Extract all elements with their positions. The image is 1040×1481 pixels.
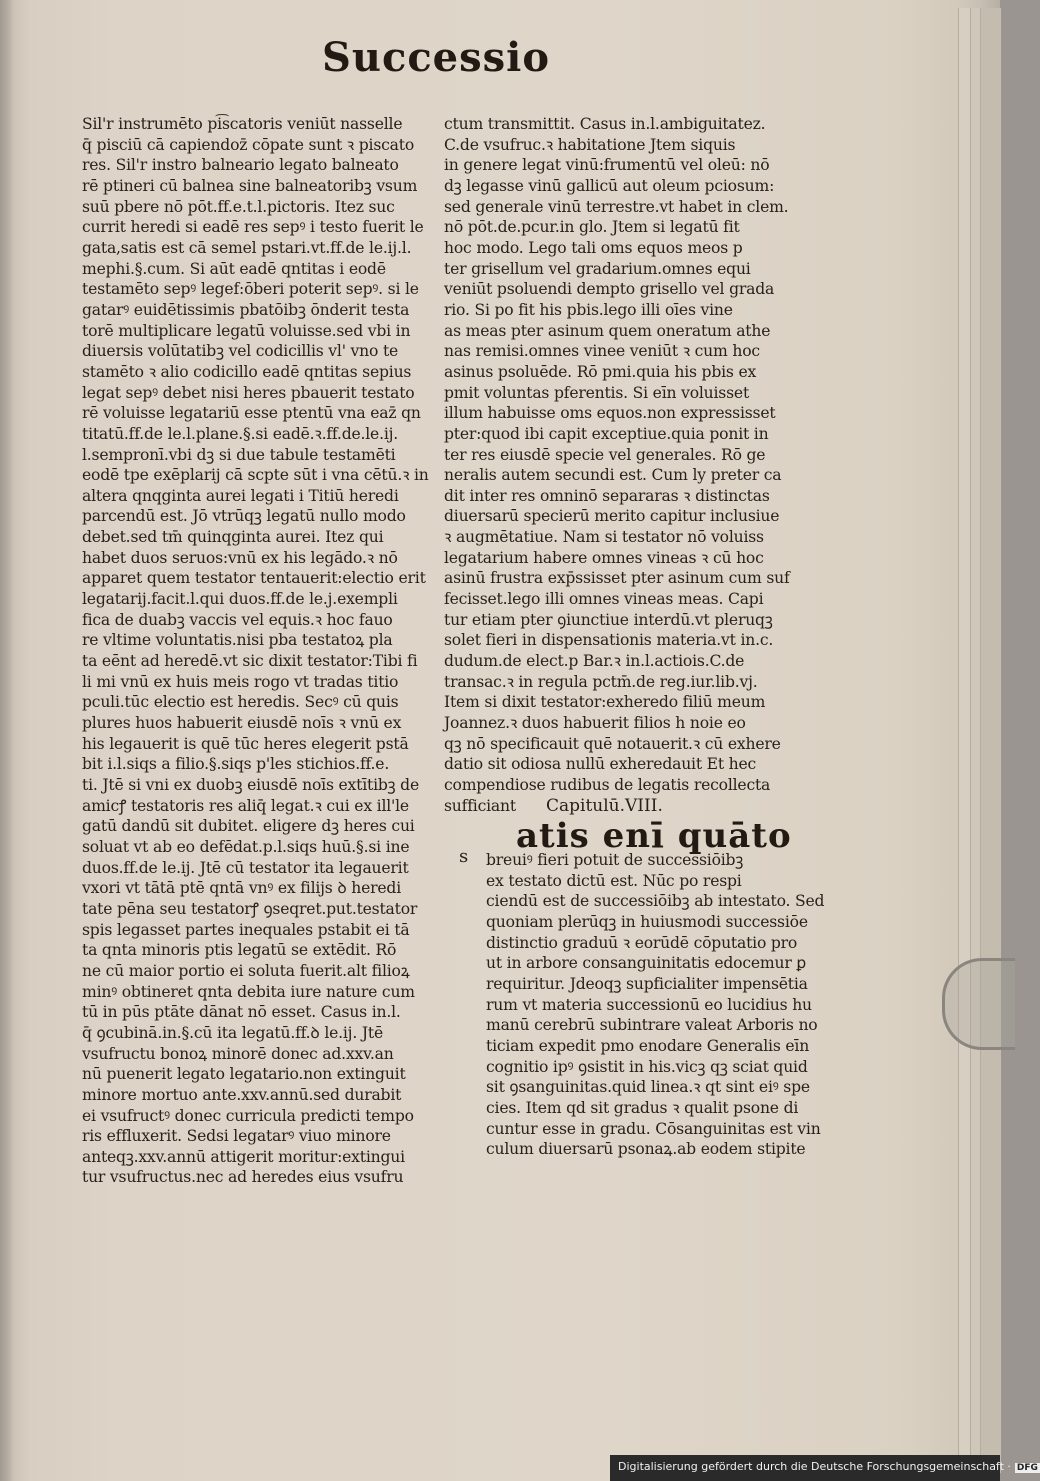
text-line: as meas pter asinum quem oneratum athe xyxy=(444,321,771,340)
text-line: q̄ ꝯcubinā.in.§.cū ita legatū.ff.ꝺ le.ij. Jtē xyxy=(82,1023,383,1042)
binding-clip xyxy=(942,958,1015,1050)
text-line: neralis autem secundi est. Cum ly preter ca xyxy=(444,466,782,485)
text-line: mephi.§.cum. Si aūt eadē qntitas i eodē xyxy=(82,259,386,278)
text-line: legatarij.facit.l.qui duos.ff.de le.j.exempli xyxy=(82,590,398,609)
text-line: parcendū est. Jō vtrūqꝫ legatū nullo modo xyxy=(82,507,406,526)
text-line: dudum.de elect.p Bar.ꝛ in.l.actiois.C.de xyxy=(444,652,745,671)
text-line: pter:quod ibi capit exceptiue.quia ponit in xyxy=(444,424,769,443)
text-line: ter grisellum vel gradarium.omnes equi xyxy=(444,259,751,278)
text-line: rum vt materia successionū eo lucidius hu xyxy=(486,995,812,1014)
text-line: asinus psoluēde. Rō pmi.quia his pbis ex xyxy=(444,362,757,381)
text-line: cognitio ipꝰ ꝯsistit in his.vicꝫ qꝫ sciat quid xyxy=(486,1057,808,1076)
chapter-opening-words: atis enī quāto xyxy=(516,816,792,856)
text-line: fecisset.lego illi omnes vineas meas. Capi xyxy=(444,590,764,609)
chapter-heading: Capitulū.VIII. xyxy=(546,796,663,816)
text-line: rē ptineri cū balnea sine balneatoribꝫ vsum xyxy=(82,176,418,195)
text-line: cies. Item qd sit gradus ꝛ qualit psone di xyxy=(486,1098,799,1117)
text-line: ta eēnt ad heredē.vt sic dixit testator:Tibi fi xyxy=(82,652,418,671)
text-line: stamēto ꝛ alio codicillo eadē qntitas sepius xyxy=(82,362,412,381)
text-line: cuntur esse in gradu. Cōsanguinitas est vin xyxy=(486,1119,821,1138)
text-line: vsufructu bonoꝝ minorē donec ad.xxv.an xyxy=(82,1044,394,1063)
text-line: ris effluxerit. Sedsi legatarꝰ viuo minore xyxy=(82,1127,391,1146)
text-line: Joannez.ꝛ duos habuerit filios h noie eo xyxy=(444,714,746,733)
text-line: breuiꝰ fieri potuit de successiōibꝫ xyxy=(486,851,744,869)
text-line: sufficiant xyxy=(444,796,516,815)
text-line: testamēto sepꝰ legef:ōberi poterit sepꝰ. si le xyxy=(82,280,419,299)
text-line: minꝰ obtineret qnta debita iure nature cum xyxy=(82,982,415,1001)
text-line: ti. Jtē si vni ex duobꝫ eiusdē noīs extītibꝫ de xyxy=(82,776,419,794)
text-line: l.sempronī.vbi dꝫ si due tabule testamēti xyxy=(82,445,396,464)
text-line: transac.ꝛ in regula pctm̄.de reg.iur.lib.vj. xyxy=(444,672,758,691)
text-line: tur etiam pter ꝯiunctiue interdū.vt pleruqꝫ xyxy=(444,610,773,629)
text-line: requiritur. Jdeoqꝫ supficialiter impensētia xyxy=(486,974,808,993)
text-line: torē multiplicare legatū voluisse.sed vbi in xyxy=(82,321,411,340)
text-line: pmit voluntas pferentis. Si eīn voluisset xyxy=(444,383,750,402)
running-title: Successio xyxy=(322,34,551,81)
text-line: solet fieri in dispensationis materia.vt in.c. xyxy=(444,631,774,650)
text-line: nas remisi.omnes vinee veniūt ꝛ cum hoc xyxy=(444,342,760,361)
text-line: re vltime voluntatis.nisi pba testatoꝝ pla xyxy=(82,631,393,650)
text-line: pculi.tūc electio est heredis. Secꝰ cū quis xyxy=(82,693,399,712)
text-line: tū in pūs ptāte dānat nō esset. Casus in.l. xyxy=(82,1003,401,1022)
text-line: eodē tpe exēplarij cā scpte sūt i vna cētū.ꝛ in xyxy=(82,466,429,485)
text-line: veniūt psoluendi dempto grisello vel grada xyxy=(444,280,775,299)
text-line: minore mortuo ante.xxv.annū.sed durabit xyxy=(82,1085,402,1104)
text-line: gata,satis est cā semel pstari.vt.ff.de le.ij.l. xyxy=(82,238,412,257)
text-line: habet duos seruos:vnū ex his legādo.ꝛ nō xyxy=(82,548,398,567)
text-line: apparet quem testator tentauerit:electio erit xyxy=(82,569,426,588)
text-line: diuersarū specierū merito capitur inclusiue xyxy=(444,507,780,526)
text-line: rio. Si po fit his pbis.lego illi oīes vine xyxy=(444,300,733,319)
initial-guide-letter: s xyxy=(459,846,469,867)
text-line: vxori vt tātā ptē qntā vnꝰ ex filijs ꝺ heredi xyxy=(82,879,401,898)
text-line: legatarium habere omnes vineas ꝛ cū hoc xyxy=(444,548,764,567)
text-line: li mi vnū ex huis meis rogo vt tradas titio xyxy=(82,672,399,691)
text-line: ciendū est de successiōibꝫ ab intestato. Sed xyxy=(486,892,825,911)
text-line: suū pbere nō pōt.ff.e.t.l.pictoris. Itez suc xyxy=(82,197,395,216)
text-line: Item si dixit testator:exheredo filiū meum xyxy=(444,693,766,712)
text-line: nū puenerit legato legatario.non extinguit xyxy=(82,1065,406,1084)
text-line: ex testato dictū est. Nūc po respi xyxy=(486,871,742,890)
text-line: plures huos habuerit eiusdē noīs ꝛ vnū ex xyxy=(82,714,402,733)
text-line: duos.ff.de le.ij. Jtē cū testator ita legauerit xyxy=(82,858,409,877)
dfg-logo: DFG xyxy=(1016,1463,1038,1473)
text-line: qꝫ nō specificauit quē notauerit.ꝛ cū exhere xyxy=(444,734,781,753)
text-line: quoniam plerūqꝫ in huiusmodi successiōe xyxy=(486,912,808,931)
text-line: Sil'r instrumēto pi͡scatoris veniūt nasselle xyxy=(82,115,403,133)
text-column-right xyxy=(444,114,790,816)
text-line: titatū.ff.de le.l.plane.§.si eadē.ꝛ.ff.de.le.ij. xyxy=(82,424,399,443)
text-line: his legauerit is quē tūc heres elegerit pstā xyxy=(82,734,409,753)
text-line: dit inter res omninō separaras ꝛ distinctas xyxy=(444,486,770,505)
text-line: spis legasset partes inequales pstabit ei tā xyxy=(82,920,410,939)
text-line: ꝛ augmētatiue. Nam si testator nō voluiss xyxy=(444,528,764,547)
text-line: ne cū maior portio ei soluta fuerit.alt filioꝝ xyxy=(82,961,410,980)
text-line: anteqꝫ.xxv.annū attigerit moritur:extingui xyxy=(82,1147,405,1166)
text-column-right-continued xyxy=(486,850,825,1160)
text-line: amicꝭ testatoris res aliq̄ legat.ꝛ cui ex ill'le xyxy=(82,796,409,815)
text-line: sed generale vinū terrestre.vt habet in clem. xyxy=(444,197,789,216)
text-line: bit i.l.siqs a filio.§.siqs p'les stichios.ff.e. xyxy=(82,755,390,774)
text-line: gatarꝰ euidētissimis pbatōibꝫ ōnderit testa xyxy=(82,300,410,319)
text-line: hoc modo. Lego tali oms equos meos p xyxy=(444,238,743,257)
text-line: compendiose rudibus de legatis recollecta xyxy=(444,776,771,794)
text-line: asinū frustra exp̄ssisset pter asinum cum suf xyxy=(444,569,790,588)
text-line: ei vsufructꝰ donec curricula predicti tempo xyxy=(82,1106,414,1125)
text-line: ter res eiusdē specie vel generales. Rō ge xyxy=(444,445,766,464)
text-line: datio sit odiosa nullū exheredauit Et hec xyxy=(444,755,757,774)
text-line: tate pēna seu testatorꝭ ꝯseqret.put.testator xyxy=(82,899,418,918)
text-line: sit ꝯsanguinitas.quid linea.ꝛ qt sint eiꝰ spe xyxy=(486,1078,810,1097)
text-line: debet.sed tm̄ quinqginta aurei. Itez qui xyxy=(82,528,384,547)
text-line: soluat vt ab eo defēdat.p.l.siqs huū.§.si ine xyxy=(82,837,410,856)
text-line: ctum transmittit. Casus in.l.ambiguitatez. xyxy=(444,115,766,133)
text-line: res. Sil'r instro balneario legato balneato xyxy=(82,156,399,175)
text-column-left xyxy=(82,114,429,1188)
footer-text: Digitalisierung gefördert durch die Deutsche Forschungsgemeinschaft · xyxy=(618,1460,1011,1473)
text-line: ta qnta minoris ptis legatū se extēdit. Rō xyxy=(82,941,397,960)
text-line: fica de duabꝫ vaccis vel equis.ꝛ hoc fauo xyxy=(82,610,393,629)
text-line: distinctio graduū ꝛ eorūdē cōputatio pro xyxy=(486,933,798,952)
digitization-footer xyxy=(610,1455,1038,1481)
text-line: culum diuersarū psonaꝝ.ab eodem stipite xyxy=(486,1140,806,1159)
text-line: in genere legat vinū:frumentū vel oleū: nō xyxy=(444,156,770,175)
text-line: ticiam expedit pmo enodare Generalis eīn xyxy=(486,1036,810,1055)
text-line: manū cerebrū subintrare valeat Arboris no xyxy=(486,1016,818,1035)
text-line: C.de vsufruc.ꝛ habitatione Jtem siquis xyxy=(444,135,736,154)
text-line: tur vsufructus.nec ad heredes eius vsufru xyxy=(82,1168,404,1187)
text-line: illum habuisse oms equos.non expressisset xyxy=(444,404,776,423)
text-line: currit heredi si eadē res sepꝰ i testo fuerit le xyxy=(82,218,424,237)
text-line: gatū dandū sit dubitet. eligere dꝫ heres cui xyxy=(82,817,415,836)
text-line: legat sepꝰ debet nisi heres pbauerit testato xyxy=(82,383,415,402)
text-line: q̄ pisciū cā capiendoz̄ cōpate sunt ꝛ piscato xyxy=(82,135,415,154)
text-line: ut in arbore consanguinitatis edocemur ꝑ xyxy=(486,954,807,973)
text-line: nō pōt.de.pcur.in glo. Jtem si legatū fit xyxy=(444,218,740,237)
text-line: diuersis volūtatibꝫ vel codicillis vl' vno te xyxy=(82,342,399,361)
page-edge xyxy=(980,8,1001,1473)
text-line: dꝫ legasse vinū gallicū aut oleum pciosum: xyxy=(444,176,775,195)
text-line: rē voluisse legatariū esse ptentū vna eaz̄ qn xyxy=(82,404,421,423)
text-line: altera qnqginta aurei legati i Titiū heredi xyxy=(82,486,399,505)
